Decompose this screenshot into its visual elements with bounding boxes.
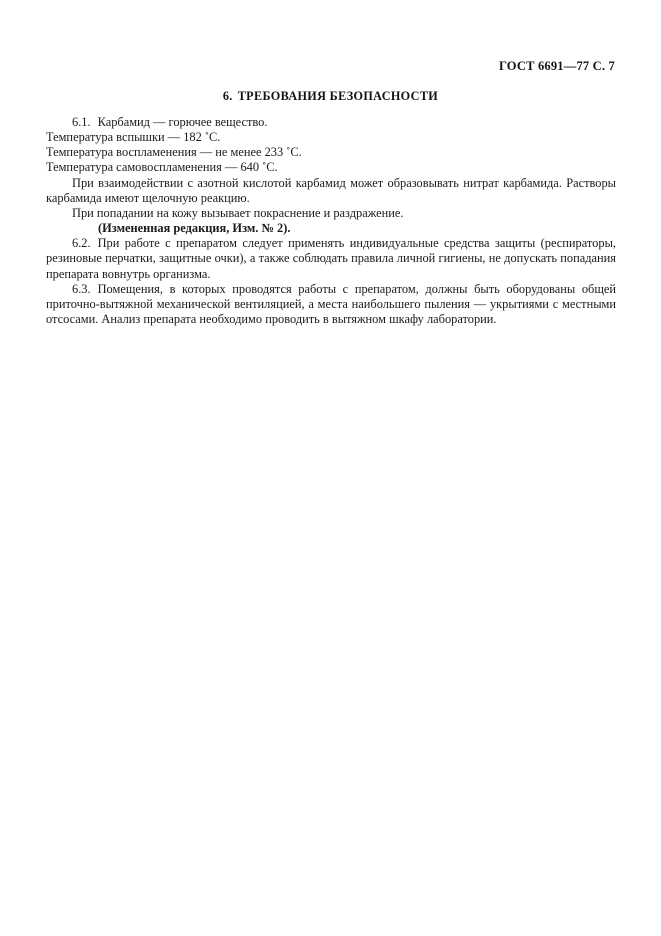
revision-note-text: (Измененная редакция, Изм. № 2).: [98, 221, 291, 236]
paragraph-6-2-text: При работе с препаратом следует применять индивидуальные средства защиты (респираторы, резиновые перчатки, защитные очки), а также соблюдать правила личной гигиены, не допускать попадания препарата вовнутрь организма.: [46, 236, 616, 281]
paragraph-autoignition-temp: Температура самовоспламенения — 640 ˚С.: [46, 160, 278, 175]
paragraph-6-1: [46, 115, 616, 130]
section-title-text: ТРЕБОВАНИЯ БЕЗОПАСНОСТИ: [237, 89, 439, 103]
paragraph-6-1-text: Карбамид — горючее вещество.: [97, 115, 268, 129]
paragraph-ignition-temp: Температура воспламенения — не менее 233 ˚С.: [46, 145, 302, 160]
paragraph-6-3-text: Помещения, в которых проводятся работы с препаратом, должны быть оборудованы общей приточно-вытяжной механической вентиляцией, а места наибольшего пыления — укрытиями с местными отсосами. Анализ препарата необходимо проводить в вытяжном шкафу лаборатории.: [46, 281, 616, 327]
body-text-column: [46, 115, 616, 327]
paragraph-skin-contact: [46, 206, 616, 221]
running-header: ГОСТ 6691—77 С. 7: [498, 59, 615, 73]
paragraph-skin-contact-text: При попадании на кожу вызывает покраснение и раздражение.: [72, 205, 404, 220]
section-number: 6.: [222, 89, 233, 103]
section-heading: [0, 89, 661, 104]
paragraph-number-6-3: 6.3.: [72, 281, 91, 296]
paragraph-number-6-2: 6.2.: [72, 236, 91, 251]
paragraph-nitric-acid: При взаимодействии с азотной кислотой карбамид может образовывать нитрат карбамида. Растворы карбамида имеют щелочную реакцию.: [46, 175, 616, 205]
paragraph-6-2: [46, 236, 616, 281]
paragraph-number-6-1: 6.1.: [72, 115, 91, 129]
paragraph-flash-point: Температура вспышки — 182 ˚С.: [46, 130, 221, 145]
paragraph-6-3: [46, 282, 616, 327]
paragraph-revision-note: [46, 221, 616, 236]
